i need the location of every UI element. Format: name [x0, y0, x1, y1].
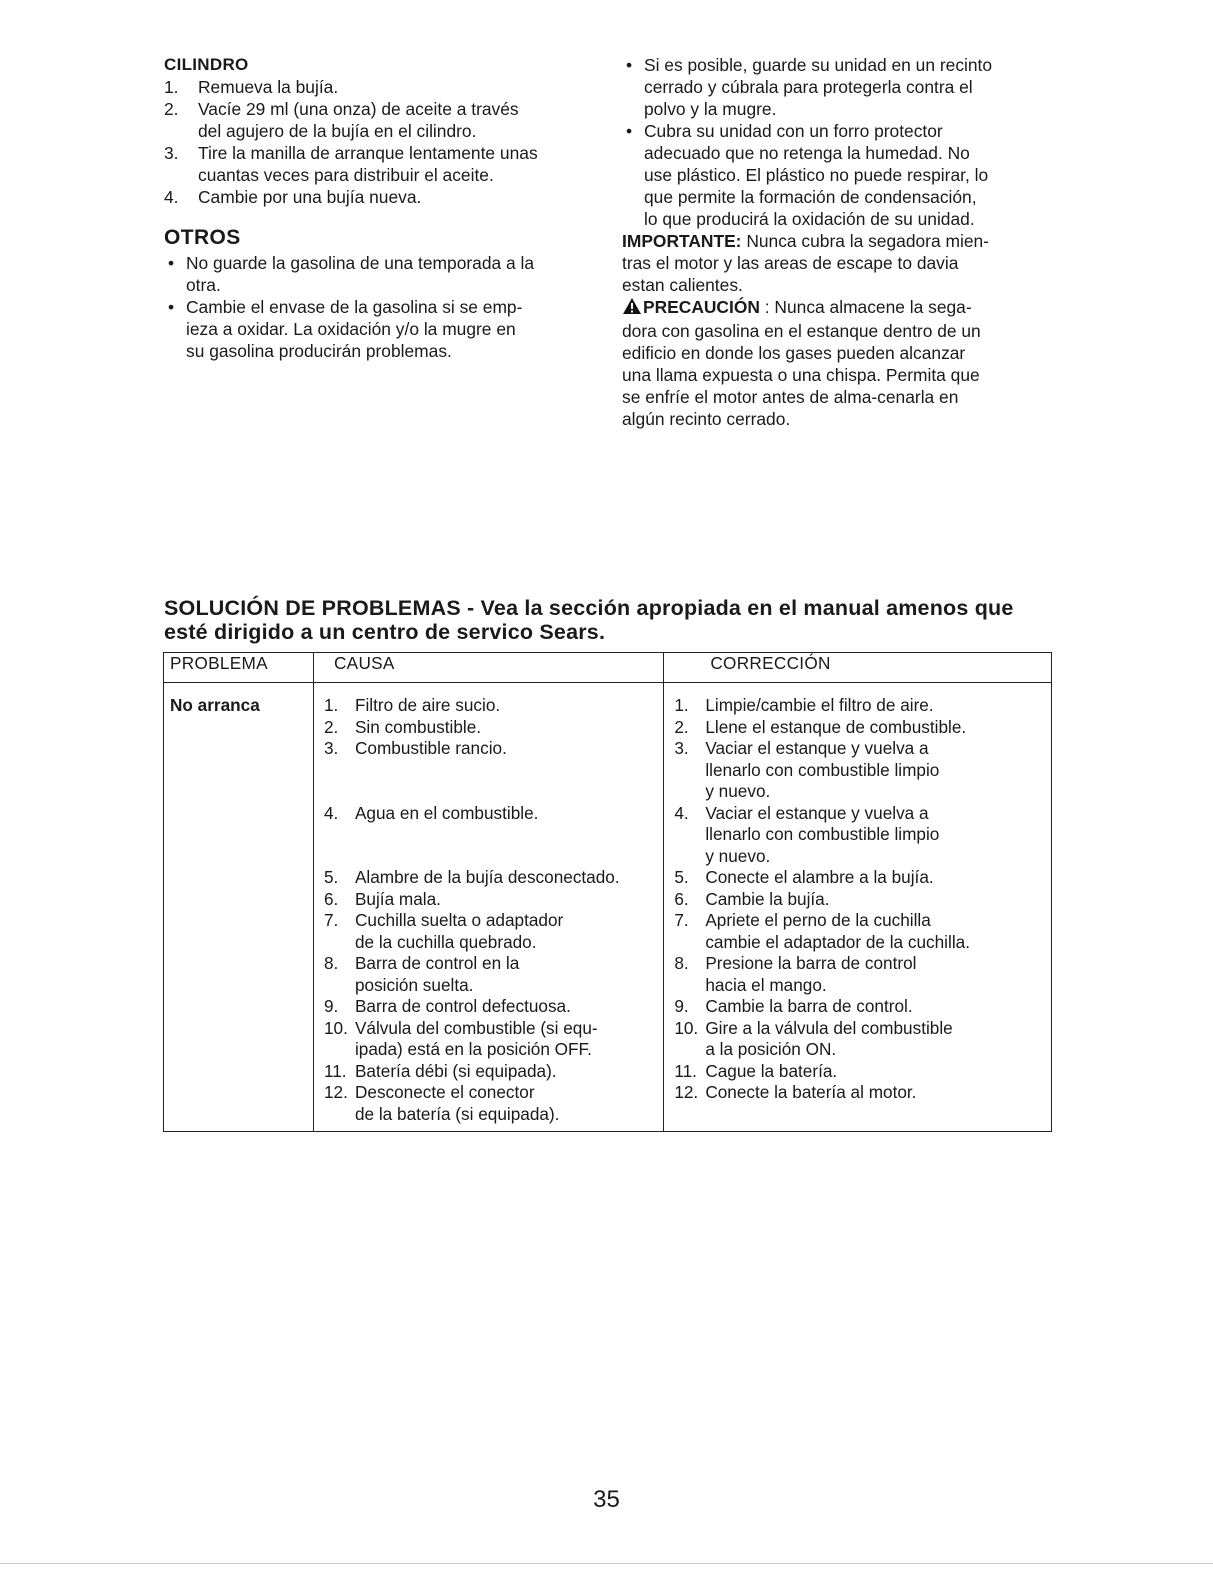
table-list-item: [674, 953, 1051, 996]
item-number: 11.: [674, 1060, 697, 1081]
item-text-line: Válvula del combustible (si equ-: [354, 1017, 598, 1038]
list-item: [164, 296, 604, 362]
troubleshooting-title-line2: esté dirigido a un centro de servico Sears.: [164, 620, 606, 644]
item-number: 3.: [674, 738, 689, 758]
list-item: [164, 98, 604, 142]
troubleshooting-table: [163, 652, 1052, 1132]
importante-text-line: tras el motor y las areas de escape to davia: [622, 253, 959, 273]
table-list-item: [674, 996, 1051, 1018]
storage-bullets: [622, 54, 1054, 230]
step-text-line: Cambie por una bujía nueva.: [198, 187, 422, 207]
precaucion-warning: [622, 296, 1054, 430]
bullet-icon: •: [626, 55, 633, 75]
item-text-line: Conecte el alambre a la bujía.: [705, 867, 934, 887]
step-text-line: del agujero de la bujía en el cilindro.: [198, 121, 477, 141]
item-text-line: Cague la batería.: [705, 1060, 838, 1081]
item-text-line: Bujía mala.: [354, 888, 441, 909]
item-text-line: llenarlo con combustible limpio: [705, 824, 940, 844]
item-text-line: Combustible rancio.: [354, 738, 507, 758]
item-number: 5.: [323, 867, 339, 887]
table-list-item: [674, 867, 1051, 889]
importante-label: IMPORTANTE:: [622, 231, 742, 251]
table-header-row: [164, 653, 1052, 683]
bullet-text-line: cerrado y cúbrala para protegerla contra el: [644, 77, 973, 97]
item-text-line: Barra de control en la: [354, 953, 520, 973]
list-item: [164, 76, 604, 98]
item-text-line: y nuevo.: [705, 781, 771, 801]
bullet-text-line: polvo y la mugre.: [644, 99, 777, 119]
item-number: 12.: [674, 1082, 699, 1102]
list-item: [164, 186, 604, 208]
bullet-text-line: su gasolina producirán problemas.: [186, 341, 452, 361]
bullet-text-line: lo que producirá la oxidación de su unidad.: [644, 209, 975, 229]
bullet-text-line: que permite la formación de condensación,: [644, 187, 977, 207]
item-number: 7.: [674, 910, 689, 930]
bullet-text-line: Si es posible, guarde su unidad en un recinto: [644, 55, 993, 75]
table-list-item: [674, 695, 1051, 717]
table-list-item: [674, 717, 1051, 739]
bullet-icon: •: [626, 121, 633, 141]
table-list-item: [674, 1082, 1051, 1104]
item-number: 2.: [323, 716, 339, 737]
bullet-text-line: adecuado que no retenga la humedad. No: [644, 143, 970, 163]
bullet-text-line: otra.: [186, 275, 221, 295]
item-text-line: Alambre de la bujía desconectado.: [354, 867, 620, 887]
bottom-rule: [0, 1563, 1213, 1564]
item-text-line: Gire a la válvula del combustible: [705, 1017, 953, 1038]
cilindro-steps: [164, 76, 604, 208]
table-list-item: [324, 1082, 663, 1125]
table-list-item: [674, 803, 1051, 868]
bullet-text-line: use plástico. El plástico no puede respirar, lo: [644, 165, 989, 185]
item-text-line: y nuevo.: [705, 845, 771, 866]
item-text-line: Cambie la barra de control.: [705, 996, 913, 1016]
step-text-line: Remueva la bujía.: [198, 77, 339, 97]
item-number: 3.: [323, 738, 339, 758]
causes-cell: [313, 683, 663, 1132]
item-number: 4.: [323, 802, 339, 823]
bullet-text-line: ieza a oxidar. La oxidación y/o la mugre en: [186, 319, 516, 339]
item-text-line: [355, 824, 663, 846]
item-text-line: [355, 781, 663, 803]
warning-triangle-icon: [622, 297, 642, 320]
item-text-line: de la cuchilla quebrado.: [354, 931, 537, 952]
table-list-item: [324, 953, 663, 996]
item-number: 7.: [323, 910, 339, 930]
precaucion-text-line: edificio en donde los gases pueden alcanzar: [622, 343, 966, 363]
table-list-item: [324, 717, 663, 739]
table-list-item: [674, 889, 1051, 911]
list-item: [622, 120, 1054, 230]
item-text-line: Vaciar el estanque y vuelva a: [705, 802, 929, 823]
table-list-item: [324, 867, 663, 889]
item-text-line: de la batería (si equipada).: [354, 1103, 560, 1124]
step-number: 1.: [164, 77, 179, 97]
step-text-line: cuantas veces para distribuir el aceite.: [198, 165, 494, 185]
item-text-line: Apriete el perno de la cuchilla: [705, 910, 931, 930]
item-text-line: [355, 760, 663, 782]
page-number: 35: [593, 1486, 620, 1513]
step-text-line: Tire la manilla de arranque lentamente unas: [198, 143, 538, 163]
step-text-line: Vacíe 29 ml (una onza) de aceite a través: [198, 99, 519, 119]
step-number: 3.: [164, 143, 179, 163]
header-problema: PROBLEMA: [164, 653, 314, 683]
precaucion-text-line: dora con gasolina en el estanque dentro de un: [622, 321, 981, 341]
troubleshooting-title-line1: SOLUCIÓN DE PROBLEMAS - Vea la sección apropiada en el manual amenos que: [164, 596, 1014, 620]
item-text-line: hacia el mango.: [705, 974, 827, 995]
item-text-line: Batería débi (si equipada).: [354, 1060, 557, 1081]
item-text-line: llenarlo con combustible limpio: [705, 759, 940, 780]
item-text-line: Barra de control defectuosa.: [354, 996, 571, 1016]
step-number: 2.: [164, 99, 179, 119]
item-number: 10.: [323, 1017, 348, 1038]
item-text-line: Cuchilla suelta o adaptador: [354, 910, 564, 930]
right-column: [622, 54, 1054, 430]
troubleshooting-title: [164, 596, 1064, 644]
item-text-line: Llene el estanque de combustible.: [705, 716, 967, 737]
precaucion-text-line: una llama expuesta o una chispa. Permita que: [622, 365, 980, 385]
item-number: 11.: [323, 1060, 347, 1081]
item-text-line: posición suelta.: [354, 974, 474, 995]
precaucion-text-line: : Nunca almacene la sega-: [764, 297, 972, 317]
item-text-line: Sin combustible.: [354, 716, 482, 737]
item-text-line: [355, 846, 663, 868]
otros-heading: OTROS: [164, 226, 241, 249]
item-text-line: ipada) está en la posición OFF.: [354, 1039, 592, 1059]
otros-bullets: [164, 252, 604, 362]
importante-text-line: Nunca cubra la segadora mien-: [746, 231, 989, 251]
table-list-item: [674, 738, 1051, 803]
cilindro-heading: CILINDRO: [164, 55, 249, 74]
item-text-line: Desconecte el conector: [354, 1082, 535, 1102]
item-number: 10.: [674, 1017, 699, 1038]
item-number: 2.: [674, 716, 689, 737]
precaucion-label: PRECAUCIÓN: [643, 297, 760, 317]
table-list-item: [324, 1018, 663, 1061]
table-list-item: [324, 738, 663, 803]
item-number: 8.: [674, 953, 689, 973]
header-causa: CAUSA: [313, 653, 663, 683]
item-text-line: a la posición ON.: [705, 1039, 837, 1059]
item-text-line: Vaciar el estanque y vuelva a: [705, 738, 929, 758]
corrections-cell: [664, 683, 1052, 1132]
problem-cell: No arranca: [164, 683, 314, 1132]
list-item: [622, 54, 1054, 120]
item-text-line: Cambie la bujía.: [705, 888, 830, 909]
table-list-item: [324, 695, 663, 717]
bullet-text-line: No guarde la gasolina de una temporada a la: [186, 253, 535, 273]
item-number: 4.: [674, 802, 689, 823]
table-list-item: [674, 910, 1051, 953]
item-text-line: Presione la barra de control: [705, 953, 917, 973]
item-number: 1.: [323, 695, 339, 715]
header-correccion: CORRECCIÓN: [664, 653, 1052, 683]
item-text-line: Agua en el combustible.: [354, 802, 539, 823]
item-number: 6.: [674, 888, 689, 909]
table-list-item: [324, 996, 663, 1018]
table-list-item: [324, 803, 663, 868]
table-list-item: [674, 1018, 1051, 1061]
table-list-item: [674, 1061, 1051, 1083]
item-text-line: Conecte la batería al motor.: [705, 1082, 917, 1102]
item-number: 8.: [323, 953, 339, 973]
bullet-text-line: Cubra su unidad con un forro protector: [644, 121, 943, 141]
precaucion-text-line: se enfríe el motor antes de alma-cenarla en: [622, 387, 959, 407]
item-number: 9.: [674, 996, 689, 1016]
item-number: 9.: [323, 996, 339, 1016]
table-list-item: [324, 910, 663, 953]
list-item: [164, 252, 604, 296]
list-item: [164, 142, 604, 186]
table-list-item: [324, 889, 663, 911]
table-row: [164, 683, 1052, 1132]
item-number: 5.: [674, 867, 689, 887]
bullet-text-line: Cambie el envase de la gasolina si se emp-: [186, 297, 523, 317]
item-text-line: cambie el adaptador de la cuchilla.: [705, 931, 970, 952]
bullet-icon: •: [168, 253, 175, 273]
bullet-icon: •: [168, 297, 175, 317]
importante-note: [622, 230, 1054, 296]
step-number: 4.: [164, 187, 179, 207]
item-number: 1.: [674, 695, 689, 715]
item-number: 12.: [323, 1082, 348, 1102]
item-text-line: Limpie/cambie el filtro de aire.: [705, 695, 934, 715]
left-column: [164, 54, 604, 362]
item-text-line: Filtro de aire sucio.: [354, 695, 501, 715]
importante-text-line: estan calientes.: [622, 275, 743, 295]
precaucion-text-line: algún recinto cerrado.: [622, 409, 791, 429]
item-number: 6.: [323, 888, 339, 909]
table-list-item: [324, 1061, 663, 1083]
